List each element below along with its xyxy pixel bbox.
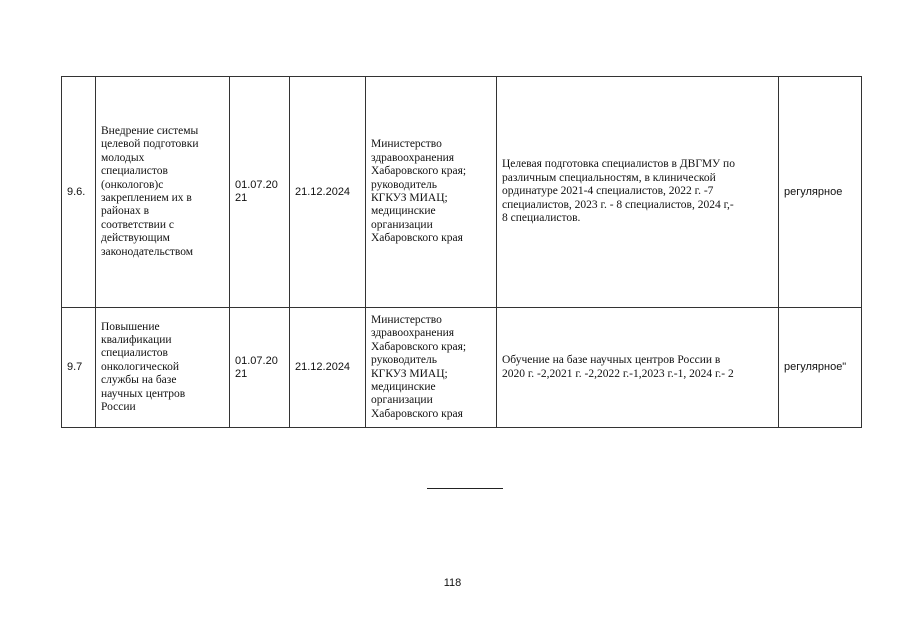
plan-table [61, 76, 862, 428]
page-number: 118 [443, 577, 462, 589]
item-number: 9.6. [62, 77, 96, 308]
start-date: 01.07.20 21 [230, 77, 290, 308]
item-number: 9.7 [62, 308, 96, 428]
end-date: 21.12.2024 [290, 77, 366, 308]
responsible-text: Министерство здравоохранения Хабаровского края; руководитель КГКУЗ МИАЦ; медицинские организации Хабаровского края [366, 77, 497, 308]
end-date: 21.12.2024 [290, 308, 366, 428]
measure-text: Внедрение системы целевой подготовки молодых специалистов (онкологов)с закреплением их в районах в соответствии с действующим законодательством [96, 77, 230, 308]
footnote-divider [427, 488, 503, 489]
table-row [62, 308, 862, 428]
table-row [62, 77, 862, 308]
result-text: Обучение на базе научных центров России в 2020 г. -2,2021 г. -2,2022 г.-1,2023 г.-1, 2024 г.- 2 [497, 308, 779, 428]
measure-text: Повышение квалификации специалистов онкологической службы на базе научных центров России [96, 308, 230, 428]
responsible-text: Министерство здравоохранения Хабаровского края; руководитель КГКУЗ МИАЦ; медицинские организации Хабаровского края [366, 308, 497, 428]
result-text: Целевая подготовка специалистов в ДВГМУ по различным специальностям, в клинической ординатуре 2021-4 специалистов, 2022 г. -7 специалистов, 2023 г. - 8 специалистов, 2024 г,- 8 специалистов. [497, 77, 779, 308]
start-date: 01.07.20 21 [230, 308, 290, 428]
frequency-text: регулярное [779, 77, 862, 308]
frequency-text: регулярное" [779, 308, 862, 428]
